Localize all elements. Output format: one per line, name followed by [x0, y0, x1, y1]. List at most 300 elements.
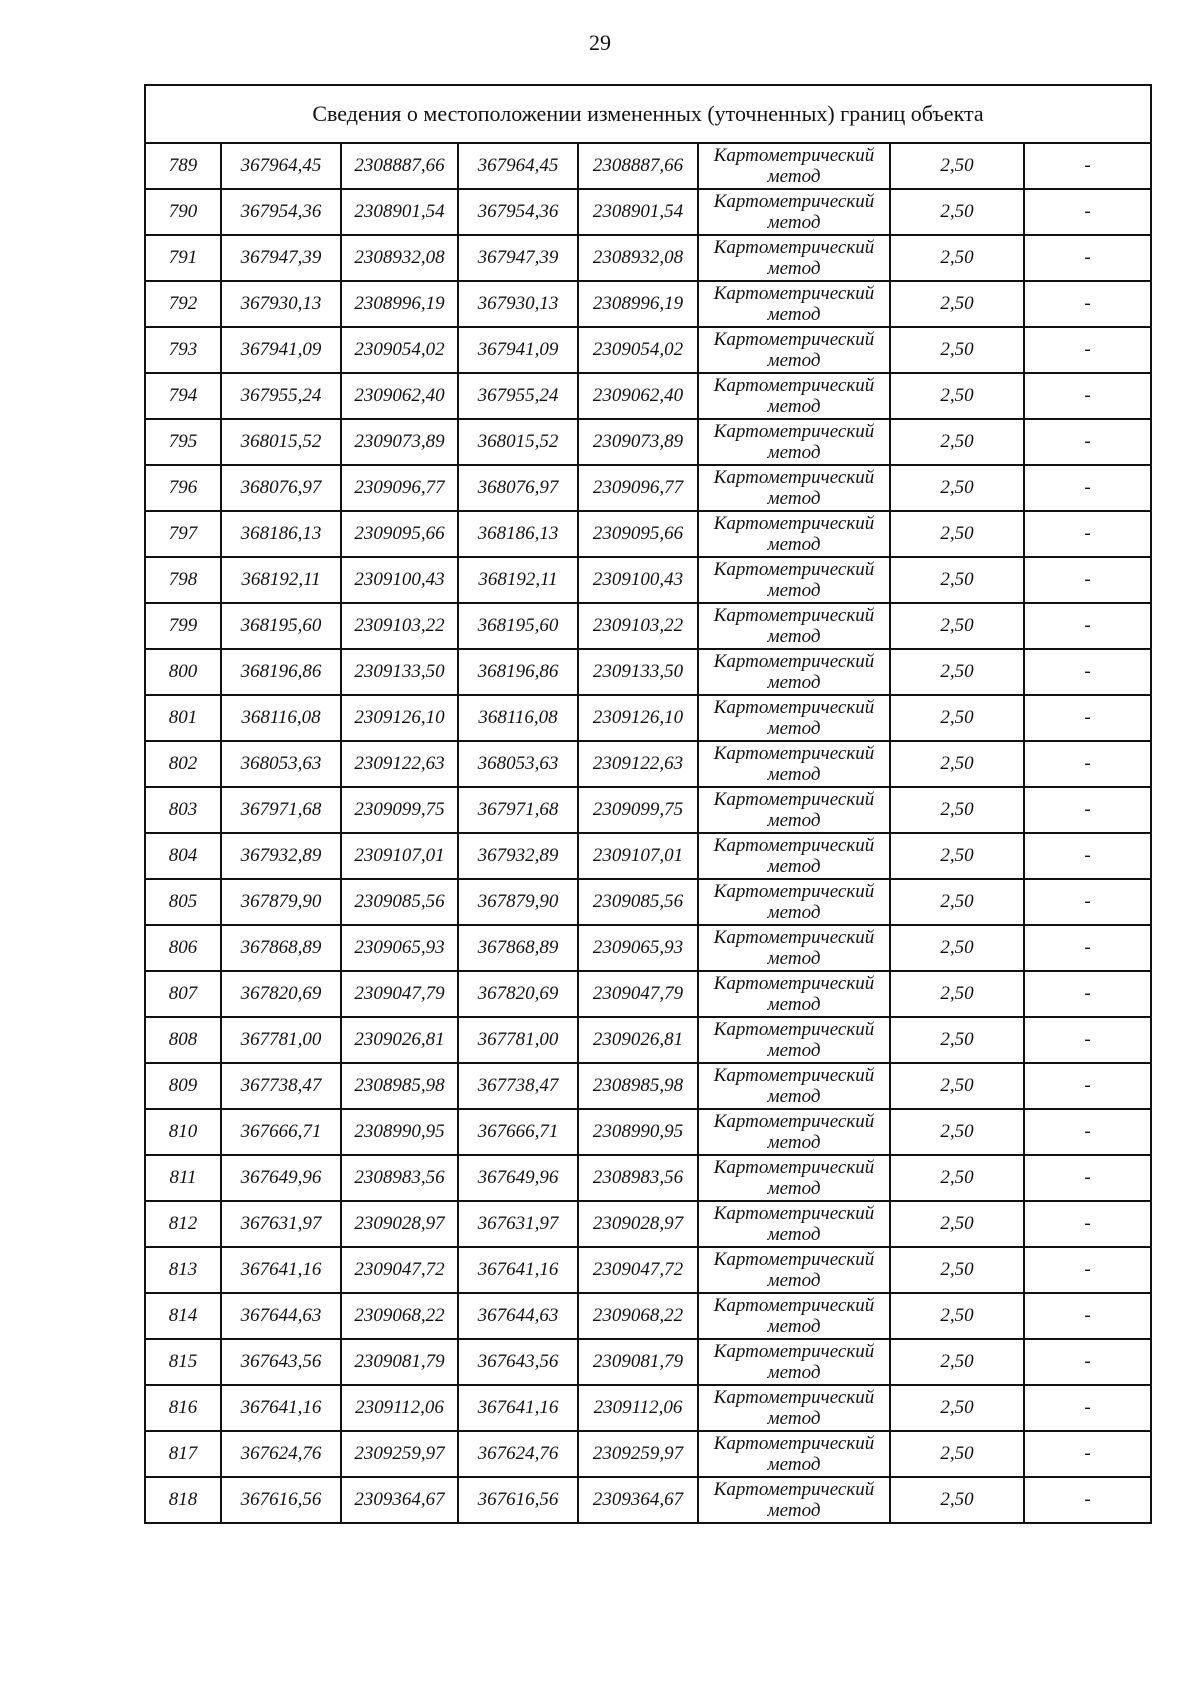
- accuracy-cell: 2,50: [890, 143, 1024, 189]
- table-row: [145, 235, 1151, 281]
- method-line-2: метод: [767, 1178, 821, 1199]
- note-cell: -: [1024, 603, 1151, 649]
- method-line-1: Картометрический: [713, 283, 875, 304]
- method-cell: [698, 879, 890, 925]
- x-new-cell: 367879,90: [458, 879, 578, 925]
- y-old-cell: 2309364,67: [341, 1477, 458, 1523]
- table-row: [145, 1385, 1151, 1431]
- x-old-cell: 368192,11: [221, 557, 341, 603]
- method-line-2: метод: [767, 856, 821, 877]
- accuracy-cell: 2,50: [890, 787, 1024, 833]
- note-cell: -: [1024, 281, 1151, 327]
- point-number-cell: 796: [145, 465, 221, 511]
- y-new-cell: 2309100,43: [578, 557, 698, 603]
- y-new-cell: 2309081,79: [578, 1339, 698, 1385]
- method-cell: [698, 189, 890, 235]
- point-number-cell: 794: [145, 373, 221, 419]
- note-cell: -: [1024, 1017, 1151, 1063]
- point-number-cell: 814: [145, 1293, 221, 1339]
- note-cell: -: [1024, 971, 1151, 1017]
- y-new-cell: 2308932,08: [578, 235, 698, 281]
- method-cell: [698, 557, 890, 603]
- point-number-cell: 805: [145, 879, 221, 925]
- method-line-2: метод: [767, 258, 821, 279]
- x-old-cell: 367641,16: [221, 1247, 341, 1293]
- y-old-cell: 2309065,93: [341, 925, 458, 971]
- x-old-cell: 368196,86: [221, 649, 341, 695]
- accuracy-cell: 2,50: [890, 465, 1024, 511]
- y-new-cell: 2309103,22: [578, 603, 698, 649]
- x-new-cell: 367781,00: [458, 1017, 578, 1063]
- x-new-cell: 367641,16: [458, 1385, 578, 1431]
- y-new-cell: 2308887,66: [578, 143, 698, 189]
- table-row: [145, 557, 1151, 603]
- y-old-cell: 2309028,97: [341, 1201, 458, 1247]
- note-cell: -: [1024, 925, 1151, 971]
- x-old-cell: 367879,90: [221, 879, 341, 925]
- x-old-cell: 367868,89: [221, 925, 341, 971]
- table-row: [145, 419, 1151, 465]
- method-line-1: Картометрический: [713, 513, 875, 534]
- note-cell: -: [1024, 695, 1151, 741]
- note-cell: -: [1024, 1109, 1151, 1155]
- method-cell: [698, 327, 890, 373]
- method-line-2: метод: [767, 1454, 821, 1475]
- point-number-cell: 790: [145, 189, 221, 235]
- y-new-cell: 2309047,72: [578, 1247, 698, 1293]
- x-new-cell: 367649,96: [458, 1155, 578, 1201]
- note-cell: -: [1024, 1063, 1151, 1109]
- table-row: [145, 465, 1151, 511]
- note-cell: -: [1024, 833, 1151, 879]
- y-old-cell: 2309096,77: [341, 465, 458, 511]
- method-line-2: метод: [767, 442, 821, 463]
- x-old-cell: 368076,97: [221, 465, 341, 511]
- x-new-cell: 367624,76: [458, 1431, 578, 1477]
- table-row: [145, 189, 1151, 235]
- y-old-cell: 2309095,66: [341, 511, 458, 557]
- x-old-cell: 367971,68: [221, 787, 341, 833]
- x-old-cell: 367624,76: [221, 1431, 341, 1477]
- method-line-1: Картометрический: [713, 1111, 875, 1132]
- x-new-cell: 368076,97: [458, 465, 578, 511]
- y-old-cell: 2309259,97: [341, 1431, 458, 1477]
- method-line-2: метод: [767, 1500, 821, 1521]
- method-line-2: метод: [767, 994, 821, 1015]
- point-number-cell: 803: [145, 787, 221, 833]
- point-number-cell: 812: [145, 1201, 221, 1247]
- x-new-cell: 367644,63: [458, 1293, 578, 1339]
- accuracy-cell: 2,50: [890, 235, 1024, 281]
- accuracy-cell: 2,50: [890, 1063, 1024, 1109]
- method-cell: [698, 1017, 890, 1063]
- point-number-cell: 811: [145, 1155, 221, 1201]
- method-line-2: метод: [767, 488, 821, 509]
- method-cell: [698, 741, 890, 787]
- y-old-cell: 2309099,75: [341, 787, 458, 833]
- accuracy-cell: 2,50: [890, 971, 1024, 1017]
- method-cell: [698, 1477, 890, 1523]
- method-cell: [698, 971, 890, 1017]
- y-new-cell: 2309026,81: [578, 1017, 698, 1063]
- y-old-cell: 2309026,81: [341, 1017, 458, 1063]
- method-cell: [698, 1339, 890, 1385]
- x-new-cell: 368192,11: [458, 557, 578, 603]
- point-number-cell: 789: [145, 143, 221, 189]
- y-old-cell: 2309103,22: [341, 603, 458, 649]
- method-line-2: метод: [767, 902, 821, 923]
- method-line-2: метод: [767, 672, 821, 693]
- point-number-cell: 809: [145, 1063, 221, 1109]
- method-cell: [698, 419, 890, 465]
- point-number-cell: 815: [145, 1339, 221, 1385]
- point-number-cell: 808: [145, 1017, 221, 1063]
- y-old-cell: 2309126,10: [341, 695, 458, 741]
- note-cell: -: [1024, 419, 1151, 465]
- table-row: [145, 281, 1151, 327]
- table-row: [145, 373, 1151, 419]
- method-line-1: Картометрический: [713, 1433, 875, 1454]
- table-row: [145, 1477, 1151, 1523]
- method-line-2: метод: [767, 166, 821, 187]
- method-cell: [698, 281, 890, 327]
- note-cell: -: [1024, 1339, 1151, 1385]
- method-cell: [698, 1247, 890, 1293]
- x-new-cell: 367954,36: [458, 189, 578, 235]
- y-old-cell: 2309068,22: [341, 1293, 458, 1339]
- accuracy-cell: 2,50: [890, 557, 1024, 603]
- accuracy-cell: 2,50: [890, 189, 1024, 235]
- x-old-cell: 367616,56: [221, 1477, 341, 1523]
- method-line-1: Картометрический: [713, 1341, 875, 1362]
- note-cell: -: [1024, 1247, 1151, 1293]
- method-line-1: Картометрический: [713, 651, 875, 672]
- y-old-cell: 2309085,56: [341, 879, 458, 925]
- method-line-1: Картометрический: [713, 1203, 875, 1224]
- point-number-cell: 813: [145, 1247, 221, 1293]
- accuracy-cell: 2,50: [890, 649, 1024, 695]
- table-row: [145, 879, 1151, 925]
- x-new-cell: 368186,13: [458, 511, 578, 557]
- x-old-cell: 368195,60: [221, 603, 341, 649]
- table-row: [145, 649, 1151, 695]
- y-new-cell: 2308983,56: [578, 1155, 698, 1201]
- method-cell: [698, 1063, 890, 1109]
- table-row: [145, 1109, 1151, 1155]
- note-cell: -: [1024, 465, 1151, 511]
- method-cell: [698, 1385, 890, 1431]
- x-new-cell: 368195,60: [458, 603, 578, 649]
- y-new-cell: 2309095,66: [578, 511, 698, 557]
- y-new-cell: 2309364,67: [578, 1477, 698, 1523]
- method-line-1: Картометрический: [713, 697, 875, 718]
- method-line-1: Картометрический: [713, 1479, 875, 1500]
- x-old-cell: 367947,39: [221, 235, 341, 281]
- y-old-cell: 2308990,95: [341, 1109, 458, 1155]
- method-line-2: метод: [767, 948, 821, 969]
- point-number-cell: 802: [145, 741, 221, 787]
- x-new-cell: 367631,97: [458, 1201, 578, 1247]
- y-new-cell: 2309122,63: [578, 741, 698, 787]
- method-cell: [698, 925, 890, 971]
- y-new-cell: 2308985,98: [578, 1063, 698, 1109]
- method-cell: [698, 649, 890, 695]
- x-new-cell: 368015,52: [458, 419, 578, 465]
- accuracy-cell: 2,50: [890, 925, 1024, 971]
- y-new-cell: 2309085,56: [578, 879, 698, 925]
- y-new-cell: 2308996,19: [578, 281, 698, 327]
- method-cell: [698, 143, 890, 189]
- y-old-cell: 2309112,06: [341, 1385, 458, 1431]
- table-row: [145, 1431, 1151, 1477]
- table-row: [145, 1063, 1151, 1109]
- method-line-2: метод: [767, 1132, 821, 1153]
- table-row: [145, 833, 1151, 879]
- y-old-cell: 2309081,79: [341, 1339, 458, 1385]
- y-old-cell: 2308932,08: [341, 235, 458, 281]
- method-line-2: метод: [767, 1086, 821, 1107]
- accuracy-cell: 2,50: [890, 1201, 1024, 1247]
- x-new-cell: 368116,08: [458, 695, 578, 741]
- method-line-1: Картометрический: [713, 559, 875, 580]
- method-line-2: метод: [767, 718, 821, 739]
- x-old-cell: 367930,13: [221, 281, 341, 327]
- accuracy-cell: 2,50: [890, 1431, 1024, 1477]
- point-number-cell: 792: [145, 281, 221, 327]
- method-cell: [698, 511, 890, 557]
- y-old-cell: 2309107,01: [341, 833, 458, 879]
- table-row: [145, 741, 1151, 787]
- method-cell: [698, 1109, 890, 1155]
- method-line-2: метод: [767, 580, 821, 601]
- x-old-cell: 368186,13: [221, 511, 341, 557]
- x-new-cell: 367641,16: [458, 1247, 578, 1293]
- y-new-cell: 2309099,75: [578, 787, 698, 833]
- method-line-1: Картометрический: [713, 973, 875, 994]
- table-row: [145, 925, 1151, 971]
- table-row: [145, 1339, 1151, 1385]
- method-line-1: Картометрический: [713, 1157, 875, 1178]
- point-number-cell: 797: [145, 511, 221, 557]
- y-old-cell: 2309133,50: [341, 649, 458, 695]
- accuracy-cell: 2,50: [890, 419, 1024, 465]
- table-row: [145, 787, 1151, 833]
- x-old-cell: 367643,56: [221, 1339, 341, 1385]
- method-cell: [698, 1293, 890, 1339]
- method-line-1: Картометрический: [713, 145, 875, 166]
- note-cell: -: [1024, 879, 1151, 925]
- point-number-cell: 800: [145, 649, 221, 695]
- x-old-cell: 367964,45: [221, 143, 341, 189]
- method-line-2: метод: [767, 626, 821, 647]
- table-row: [145, 971, 1151, 1017]
- y-new-cell: 2309028,97: [578, 1201, 698, 1247]
- y-new-cell: 2309065,93: [578, 925, 698, 971]
- point-number-cell: 793: [145, 327, 221, 373]
- x-old-cell: 367649,96: [221, 1155, 341, 1201]
- table-row: [145, 511, 1151, 557]
- method-line-2: метод: [767, 304, 821, 325]
- table-row: [145, 143, 1151, 189]
- y-new-cell: 2309096,77: [578, 465, 698, 511]
- method-cell: [698, 833, 890, 879]
- point-number-cell: 806: [145, 925, 221, 971]
- table-row: [145, 603, 1151, 649]
- method-line-1: Картометрический: [713, 467, 875, 488]
- method-line-2: метод: [767, 810, 821, 831]
- accuracy-cell: 2,50: [890, 1339, 1024, 1385]
- method-line-1: Картометрический: [713, 1019, 875, 1040]
- table-row: [145, 1293, 1151, 1339]
- table-row: [145, 1201, 1151, 1247]
- x-old-cell: 367955,24: [221, 373, 341, 419]
- method-line-2: метод: [767, 534, 821, 555]
- table-title: Сведения о местоположении измененных (уточненных) границ объекта: [145, 85, 1151, 143]
- accuracy-cell: 2,50: [890, 511, 1024, 557]
- point-number-cell: 799: [145, 603, 221, 649]
- accuracy-cell: 2,50: [890, 327, 1024, 373]
- y-old-cell: 2308887,66: [341, 143, 458, 189]
- method-line-2: метод: [767, 1316, 821, 1337]
- x-new-cell: 367738,47: [458, 1063, 578, 1109]
- note-cell: -: [1024, 235, 1151, 281]
- x-old-cell: 367932,89: [221, 833, 341, 879]
- x-old-cell: 367941,09: [221, 327, 341, 373]
- x-old-cell: 367644,63: [221, 1293, 341, 1339]
- method-line-1: Картометрический: [713, 1295, 875, 1316]
- x-old-cell: 368053,63: [221, 741, 341, 787]
- point-number-cell: 804: [145, 833, 221, 879]
- x-new-cell: 367666,71: [458, 1109, 578, 1155]
- method-cell: [698, 235, 890, 281]
- x-new-cell: 367868,89: [458, 925, 578, 971]
- accuracy-cell: 2,50: [890, 1385, 1024, 1431]
- y-new-cell: 2309073,89: [578, 419, 698, 465]
- x-new-cell: 367964,45: [458, 143, 578, 189]
- y-old-cell: 2309047,72: [341, 1247, 458, 1293]
- y-old-cell: 2308985,98: [341, 1063, 458, 1109]
- y-old-cell: 2309073,89: [341, 419, 458, 465]
- y-new-cell: 2308901,54: [578, 189, 698, 235]
- method-line-1: Картометрический: [713, 881, 875, 902]
- method-line-2: метод: [767, 1362, 821, 1383]
- accuracy-cell: 2,50: [890, 373, 1024, 419]
- note-cell: -: [1024, 649, 1151, 695]
- point-number-cell: 817: [145, 1431, 221, 1477]
- accuracy-cell: 2,50: [890, 1155, 1024, 1201]
- point-number-cell: 791: [145, 235, 221, 281]
- y-new-cell: 2309054,02: [578, 327, 698, 373]
- y-new-cell: 2309112,06: [578, 1385, 698, 1431]
- y-old-cell: 2309100,43: [341, 557, 458, 603]
- note-cell: -: [1024, 741, 1151, 787]
- table-row: [145, 1247, 1151, 1293]
- y-new-cell: 2309107,01: [578, 833, 698, 879]
- y-new-cell: 2309133,50: [578, 649, 698, 695]
- method-line-1: Картометрический: [713, 743, 875, 764]
- method-line-1: Картометрический: [713, 1065, 875, 1086]
- method-line-2: метод: [767, 396, 821, 417]
- method-line-1: Картометрический: [713, 237, 875, 258]
- note-cell: -: [1024, 557, 1151, 603]
- x-new-cell: 368196,86: [458, 649, 578, 695]
- accuracy-cell: 2,50: [890, 879, 1024, 925]
- x-old-cell: 367631,97: [221, 1201, 341, 1247]
- y-new-cell: 2309068,22: [578, 1293, 698, 1339]
- point-number-cell: 816: [145, 1385, 221, 1431]
- note-cell: -: [1024, 1477, 1151, 1523]
- note-cell: -: [1024, 1155, 1151, 1201]
- x-new-cell: 367932,89: [458, 833, 578, 879]
- y-new-cell: 2309259,97: [578, 1431, 698, 1477]
- x-new-cell: 367820,69: [458, 971, 578, 1017]
- table-row: [145, 327, 1151, 373]
- method-line-2: метод: [767, 1040, 821, 1061]
- method-line-1: Картометрический: [713, 191, 875, 212]
- method-line-1: Картометрический: [713, 835, 875, 856]
- x-old-cell: 367641,16: [221, 1385, 341, 1431]
- point-number-cell: 810: [145, 1109, 221, 1155]
- method-cell: [698, 603, 890, 649]
- method-cell: [698, 1431, 890, 1477]
- x-old-cell: 368116,08: [221, 695, 341, 741]
- accuracy-cell: 2,50: [890, 833, 1024, 879]
- point-number-cell: 818: [145, 1477, 221, 1523]
- note-cell: -: [1024, 787, 1151, 833]
- method-cell: [698, 787, 890, 833]
- y-old-cell: 2308901,54: [341, 189, 458, 235]
- x-new-cell: 367971,68: [458, 787, 578, 833]
- y-old-cell: 2309122,63: [341, 741, 458, 787]
- x-new-cell: 367930,13: [458, 281, 578, 327]
- accuracy-cell: 2,50: [890, 1293, 1024, 1339]
- note-cell: -: [1024, 1293, 1151, 1339]
- accuracy-cell: 2,50: [890, 741, 1024, 787]
- method-line-1: Картометрический: [713, 605, 875, 626]
- accuracy-cell: 2,50: [890, 1477, 1024, 1523]
- method-cell: [698, 465, 890, 511]
- y-old-cell: 2308996,19: [341, 281, 458, 327]
- method-line-2: метод: [767, 764, 821, 785]
- method-cell: [698, 373, 890, 419]
- method-cell: [698, 1201, 890, 1247]
- accuracy-cell: 2,50: [890, 1017, 1024, 1063]
- table-row: [145, 1155, 1151, 1201]
- note-cell: -: [1024, 143, 1151, 189]
- point-number-cell: 807: [145, 971, 221, 1017]
- x-old-cell: 367820,69: [221, 971, 341, 1017]
- y-new-cell: 2309126,10: [578, 695, 698, 741]
- point-number-cell: 795: [145, 419, 221, 465]
- accuracy-cell: 2,50: [890, 1109, 1024, 1155]
- note-cell: -: [1024, 1385, 1151, 1431]
- note-cell: -: [1024, 1431, 1151, 1477]
- table-title-row: [145, 85, 1151, 143]
- method-line-1: Картометрический: [713, 1387, 875, 1408]
- method-line-2: метод: [767, 1408, 821, 1429]
- page-number: 29: [589, 30, 611, 55]
- x-new-cell: 367947,39: [458, 235, 578, 281]
- x-new-cell: 367643,56: [458, 1339, 578, 1385]
- x-old-cell: 368015,52: [221, 419, 341, 465]
- y-new-cell: 2309062,40: [578, 373, 698, 419]
- x-new-cell: 368053,63: [458, 741, 578, 787]
- x-new-cell: 367955,24: [458, 373, 578, 419]
- accuracy-cell: 2,50: [890, 695, 1024, 741]
- method-line-2: метод: [767, 350, 821, 371]
- y-old-cell: 2308983,56: [341, 1155, 458, 1201]
- x-new-cell: 367616,56: [458, 1477, 578, 1523]
